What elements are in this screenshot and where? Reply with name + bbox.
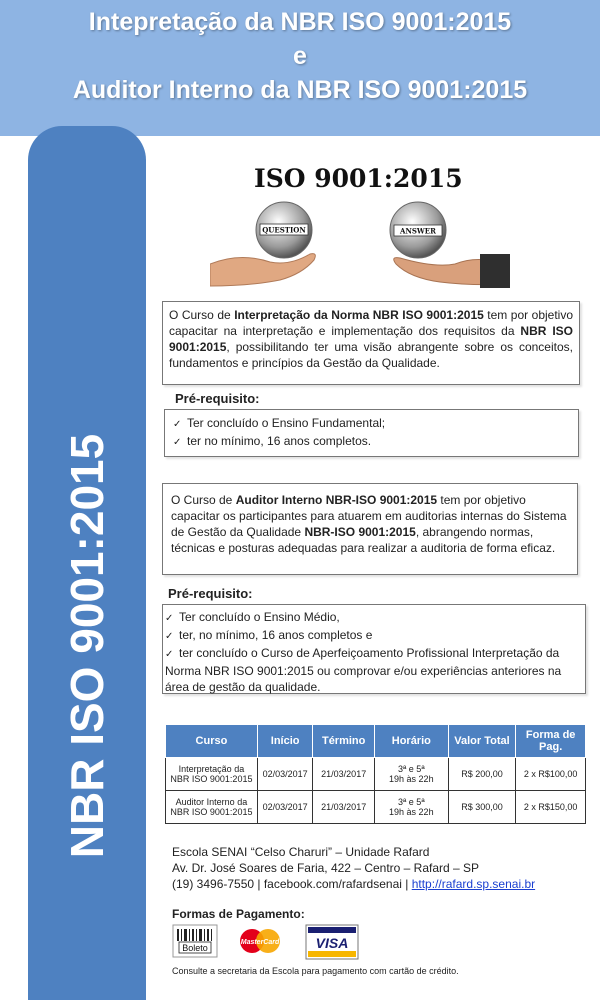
cell-end: 21/03/2017 — [313, 758, 375, 791]
schedule-table — [165, 724, 586, 824]
course2-prereq-label: Pré-requisito: — [168, 586, 253, 601]
col-header-start: Início — [257, 725, 313, 758]
school-contact — [172, 844, 535, 892]
school-address: Av. Dr. José Soares de Faria, 422 – Centro – Rafard – SP — [172, 861, 480, 875]
cell-start: 02/03/2017 — [257, 791, 313, 824]
school-name: Escola SENAI “Celso Charuri” – Unidade Rafard — [172, 845, 430, 859]
cell-start: 02/03/2017 — [257, 758, 313, 791]
cell-end: 21/03/2017 — [313, 791, 375, 824]
col-header-payment: Forma de Pag. — [516, 725, 586, 758]
course1-prereq-list — [164, 409, 579, 457]
col-header-end: Término — [313, 725, 375, 758]
svg-text:MasterCard: MasterCard — [240, 939, 280, 946]
check-icon: ✓ — [165, 649, 174, 660]
header-title-line1: Intepretação da NBR ISO 9001:2015 — [88, 8, 512, 36]
cell-total: R$ 300,00 — [448, 791, 516, 824]
iso-title: ISO 9001:2015 — [254, 164, 463, 193]
answer-ball-label: ANSWER — [400, 226, 436, 236]
payment-note: Consulte a secretaria da Escola para pagamento com cartão de crédito. — [172, 966, 459, 976]
school-website-link[interactable]: http://rafard.sp.senai.br — [411, 877, 536, 891]
check-icon: ✓ — [173, 437, 182, 448]
table-header-row — [166, 725, 586, 758]
col-header-total: Valor Total — [448, 725, 516, 758]
cell-payment: 2 x R$100,00 — [516, 758, 586, 791]
visa-icon — [306, 925, 358, 959]
payment-label: Formas de Pagamento: — [172, 907, 305, 921]
check-icon: ✓ — [173, 419, 182, 430]
header-title-line3: Auditor Interno da NBR ISO 9001:2015 — [72, 76, 528, 104]
table-row — [166, 791, 586, 824]
check-icon: ✓ — [165, 613, 174, 624]
list-item: ✓ ter concluído o Curso de Aperfeiçoamento Profissional Interpretação da Norma NBR ISO 9001:2015 ou comprovar e/ou experiências anteriores na área de gestão da qualidade. — [165, 646, 562, 694]
payment-methods — [172, 922, 372, 960]
list-item: ✓ ter, no mínimo, 16 anos completos e — [165, 627, 583, 645]
question-answer-illustration — [210, 196, 510, 296]
course2-prereq-list — [162, 604, 586, 694]
cell-time: 3ª e 5ª 19h às 22h — [374, 758, 448, 791]
cell-course: Interpretação da NBR ISO 9001:2015 — [166, 758, 258, 791]
col-header-time: Horário — [374, 725, 448, 758]
boleto-icon — [173, 925, 217, 957]
cell-time: 3ª e 5ª 19h às 22h — [374, 791, 448, 824]
course2-description: O Curso de Auditor Interno NBR-ISO 9001:2015 tem por objetivo capacitar os participantes para atuarem em auditorias internas do Sistema de Gestão da Qualidade NBR-ISO 9001:2015, abrangendo normas, técnicas e posturas adequadas para realizar a auditoria de forma eficaz. — [162, 483, 578, 575]
cell-total: R$ 200,00 — [448, 758, 516, 791]
header-title-line2: e — [293, 42, 307, 70]
mastercard-icon — [240, 929, 280, 953]
sidebar-vertical-title: NBR ISO 9001:2015 — [61, 433, 113, 859]
svg-text:VISA: VISA — [315, 935, 349, 951]
svg-text:Boleto: Boleto — [182, 943, 208, 953]
table-row — [166, 758, 586, 791]
cell-course: Auditor Interno da NBR ISO 9001:2015 — [166, 791, 258, 824]
question-ball-label: QUESTION — [262, 225, 306, 235]
list-item: ✓ Ter concluído o Ensino Fundamental; — [173, 415, 570, 433]
course1-description: O Curso de Interpretação da Norma NBR ISO 9001:2015 tem por objetivo capacitar na interpretação e implementação dos requisitos da NBR ISO 9001:2015, possibilitando ter uma visão abrangente sobre os conceitos, fundamentos e princípios da Gestão da Qualidade. — [162, 301, 580, 385]
sidebar-banner — [28, 126, 146, 1000]
col-header-course: Curso — [166, 725, 258, 758]
school-phone-social: (19) 3496-7550 | facebook.com/rafardsenai | http://rafard.sp.senai.br — [172, 877, 536, 891]
list-item: ✓ ter no mínimo, 16 anos completos. — [173, 433, 570, 451]
check-icon: ✓ — [165, 631, 174, 642]
cell-payment: 2 x R$150,00 — [516, 791, 586, 824]
header-banner — [0, 0, 600, 136]
course1-prereq-label: Pré-requisito: — [175, 391, 260, 406]
list-item: ✓ Ter concluído o Ensino Médio, — [165, 609, 583, 627]
